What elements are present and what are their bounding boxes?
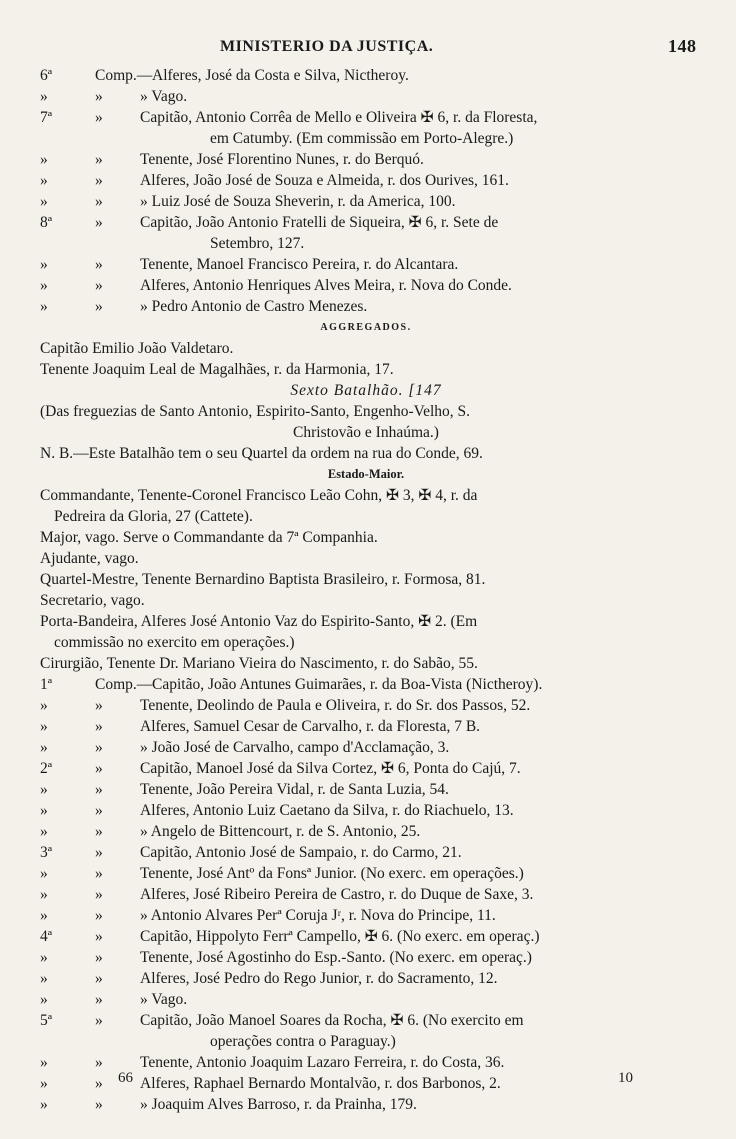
officer-entry: Tenente, João Pereira Vidal, r. de Santa Luzia, 54. — [140, 781, 449, 798]
text-line — [40, 737, 692, 758]
company-number: » — [40, 823, 48, 840]
officer-entry: Capitão, Hippolyto Ferrª Campello, ✠ 6. (No exerc. em operaç.) — [140, 928, 540, 945]
paragraph-line: Tenente Joaquim Leal de Magalhães, r. da Harmonia, 17. — [40, 361, 394, 378]
officer-entry: Tenente, José Agostinho do Esp.-Santo. (No exerc. em operaç.) — [140, 949, 532, 966]
ditto-mark: » — [95, 970, 103, 987]
continuation-text: operações contra o Paraguay.) — [210, 1033, 396, 1050]
battalion-title: Sexto Batalhão. [147 — [290, 382, 442, 399]
company-number: 2ª — [40, 760, 53, 777]
company-number: » — [40, 802, 48, 819]
company-number: » — [40, 949, 48, 966]
paragraph-line: Quartel-Mestre, Tenente Bernardino Baptista Brasileiro, r. Formosa, 81. — [40, 571, 486, 588]
text-line — [40, 821, 692, 842]
text-line — [40, 947, 692, 968]
paragraph-line: Ajudante, vago. — [40, 550, 139, 567]
text-line — [40, 758, 692, 779]
text-line — [40, 254, 692, 275]
company-number: » — [40, 970, 48, 987]
ditto-mark: » — [95, 718, 103, 735]
ditto-mark: » — [95, 109, 103, 126]
officer-entry: Tenente, Manoel Francisco Pereira, r. do Alcantara. — [140, 256, 459, 273]
text-line — [40, 653, 692, 674]
text-line — [40, 1052, 692, 1073]
text-line — [40, 1094, 692, 1115]
paragraph-line: (Das freguezias de Santo Antonio, Espirito-Santo, Engenho-Velho, S. — [40, 403, 471, 420]
officer-entry: Alferes, José Ribeiro Pereira de Castro, r. do Duque de Saxe, 3. — [140, 886, 534, 903]
text-line — [40, 884, 692, 905]
officer-entry: Alferes, Antonio Henriques Alves Meira, r. Nova do Conde. — [140, 277, 512, 294]
ditto-mark: » — [95, 1012, 103, 1029]
text-line — [40, 485, 692, 506]
text-line — [40, 611, 692, 632]
ditto-mark: » — [95, 949, 103, 966]
paragraph-line: Capitão Emilio João Valdetaro. — [40, 340, 234, 357]
company-number: » — [40, 865, 48, 882]
ditto-mark: » — [95, 760, 103, 777]
text-line — [40, 863, 692, 884]
company-number: 1ª — [40, 676, 53, 693]
ditto-mark: » — [95, 739, 103, 756]
officer-entry: Alferes, Samuel Cesar de Carvalho, r. da Floresta, 7 B. — [140, 718, 481, 735]
paragraph-line: Secretario, vago. — [40, 592, 145, 609]
company-number: 4ª — [40, 928, 53, 945]
officer-entry: Tenente, Deolindo de Paula e Oliveira, r. do Sr. dos Passos, 52. — [140, 697, 531, 714]
ditto-mark: » — [95, 697, 103, 714]
company-number: » — [40, 1096, 48, 1113]
officer-entry: Capitão, João Manoel Soares da Rocha, ✠ 6. (No exercito em — [140, 1012, 524, 1029]
text-line — [40, 842, 692, 863]
ditto-mark: » — [95, 298, 103, 315]
ditto-mark: » — [95, 88, 103, 105]
company-number: 8ª — [40, 214, 53, 231]
text-line — [40, 317, 692, 338]
text-line — [40, 275, 692, 296]
text-line — [40, 1010, 692, 1031]
ditto-mark: » — [95, 214, 103, 231]
officer-entry: » Vago. — [140, 88, 188, 105]
ditto-mark: » — [95, 277, 103, 294]
text-line — [40, 86, 692, 107]
paragraph-line: Porta-Bandeira, Alferes José Antonio Vaz do Espirito-Santo, ✠ 2. (Em — [40, 613, 478, 630]
company-number: » — [40, 739, 48, 756]
continuation-text: commissão no exercito em operações.) — [54, 634, 295, 651]
text-line — [40, 632, 692, 653]
officer-entry: Alferes, Raphael Bernardo Montalvão, r. dos Barbonos, 2. — [140, 1075, 501, 1092]
text-line — [40, 422, 692, 443]
text-line — [40, 989, 692, 1010]
text-line — [40, 695, 692, 716]
company-number: 7ª — [40, 109, 53, 126]
text-line — [40, 149, 692, 170]
officer-entry: Tenente, José Antº da Fonsª Junior. (No exerc. em operações.) — [140, 865, 524, 882]
text-line — [40, 926, 692, 947]
company-number: » — [40, 886, 48, 903]
ditto-mark: » — [95, 802, 103, 819]
officer-entry: Alferes, Antonio Luiz Caetano da Silva, r. do Riachuelo, 13. — [140, 802, 514, 819]
continuation-text: em Catumby. (Em commissão em Porto-Alegre.) — [210, 130, 514, 147]
company-number: » — [40, 88, 48, 105]
officer-entry: » Antonio Alvares Perª Coruja Jʳ, r. Nova do Principe, 11. — [140, 907, 496, 924]
text-line — [40, 359, 692, 380]
section-heading: AGGREGADOS. — [320, 322, 412, 333]
company-number: » — [40, 151, 48, 168]
text-line — [40, 107, 692, 128]
ditto-mark: » — [95, 844, 103, 861]
text-line — [40, 65, 692, 86]
officer-entry: Capitão, Antonio Corrêa de Mello e Oliveira ✠ 6, r. da Floresta, — [140, 109, 538, 126]
footer-signature-left: 66 — [118, 1070, 133, 1086]
text-line — [40, 569, 692, 590]
ditto-mark: » — [95, 991, 103, 1008]
officer-entry: Tenente, José Florentino Nunes, r. do Berquó. — [140, 151, 424, 168]
text-line — [40, 905, 692, 926]
text-line — [40, 443, 692, 464]
paragraph-line: Cirurgião, Tenente Dr. Mariano Vieira do Nascimento, r. do Sabão, 55. — [40, 655, 478, 672]
text-line — [40, 233, 692, 254]
page-title: MINISTERIO DA JUSTIÇA. — [220, 38, 434, 55]
text-line — [40, 590, 692, 611]
continuation-text: Setembro, 127. — [210, 235, 305, 252]
text-line — [40, 800, 692, 821]
text-line — [40, 506, 692, 527]
text-line — [40, 128, 692, 149]
text-line — [40, 296, 692, 317]
paragraph-line: Commandante, Tenente-Coronel Francisco Leão Cohn, ✠ 3, ✠ 4, r. da — [40, 487, 478, 504]
text-line — [40, 1031, 692, 1052]
company-number: » — [40, 991, 48, 1008]
officer-entry: » Luiz José de Souza Sheverin, r. da America, 100. — [140, 193, 456, 210]
officer-entry: Capitão, João Antunes Guimarães, r. da Boa-Vista (Nictheroy). — [152, 676, 543, 693]
company-number: » — [40, 907, 48, 924]
ditto-mark: » — [95, 193, 103, 210]
officer-entry: Alferes, José Pedro do Rego Junior, r. do Sacramento, 12. — [140, 970, 498, 987]
officer-entry: Capitão, João Antonio Fratelli de Siqueira, ✠ 6, r. Sete de — [140, 214, 499, 231]
text-line — [40, 716, 692, 737]
ditto-mark: » — [95, 1075, 103, 1092]
text-line — [40, 674, 692, 695]
officer-entry: » Pedro Antonio de Castro Menezes. — [140, 298, 368, 315]
company-number: » — [40, 781, 48, 798]
ditto-mark: » — [95, 886, 103, 903]
text-line — [40, 212, 692, 233]
continuation-text: Pedreira da Gloria, 27 (Cattete). — [54, 508, 253, 525]
ditto-mark: » — [95, 865, 103, 882]
officer-entry: Alferes, José da Costa e Silva, Nictheroy. — [152, 67, 409, 84]
ditto-mark: » — [95, 823, 103, 840]
ditto-mark: Comp.— — [95, 676, 153, 693]
ditto-mark: » — [95, 172, 103, 189]
company-number: » — [40, 172, 48, 189]
text-line — [40, 1073, 692, 1094]
centered-text: Christovão e Inhaúma.) — [293, 424, 439, 441]
paragraph-line: N. B.—Este Batalhão tem o seu Quartel da ordem na rua do Conde, 69. — [40, 445, 483, 462]
officer-entry: Capitão, Manoel José da Silva Cortez, ✠ 6, Ponta do Cajú, 7. — [140, 760, 521, 777]
paragraph-line: Major, vago. Serve o Commandante da 7ª Companhia. — [40, 529, 378, 546]
section-heading: Estado-Maior. — [327, 467, 405, 481]
officer-entry: » Vago. — [140, 991, 188, 1008]
company-number: » — [40, 1054, 48, 1071]
company-number: 3ª — [40, 844, 53, 861]
ditto-mark: » — [95, 907, 103, 924]
officer-entry: Alferes, João José de Souza e Almeida, r. dos Ourives, 161. — [140, 172, 509, 189]
text-line — [40, 191, 692, 212]
footer-signature-right: 10 — [618, 1070, 633, 1086]
text-line — [40, 401, 692, 422]
ditto-mark: » — [95, 1054, 103, 1071]
company-number: » — [40, 256, 48, 273]
text-line — [40, 548, 692, 569]
company-number: » — [40, 298, 48, 315]
page-number: 148 — [668, 36, 697, 56]
company-number: 5ª — [40, 1012, 53, 1029]
text-line — [40, 170, 692, 191]
ditto-mark: » — [95, 928, 103, 945]
text-line — [40, 968, 692, 989]
text-line — [40, 464, 692, 485]
officer-entry: » João José de Carvalho, campo d'Acclamação, 3. — [140, 739, 450, 756]
company-number: » — [40, 277, 48, 294]
running-header — [40, 36, 697, 57]
company-number: » — [40, 697, 48, 714]
officer-entry: » Angelo de Bittencourt, r. de S. Antonio, 25. — [140, 823, 421, 840]
company-number: » — [40, 718, 48, 735]
text-line — [40, 380, 692, 401]
ditto-mark: » — [95, 1096, 103, 1113]
ditto-mark: » — [95, 256, 103, 273]
company-number: 6ª — [40, 67, 53, 84]
officer-entry: » Joaquim Alves Barroso, r. da Prainha, 179. — [140, 1096, 417, 1113]
officer-entry: Capitão, Antonio José de Sampaio, r. do Carmo, 21. — [140, 844, 462, 861]
ditto-mark: » — [95, 781, 103, 798]
officer-entry: Tenente, Antonio Joaquim Lazaro Ferreira, r. do Costa, 36. — [140, 1054, 505, 1071]
company-number: » — [40, 193, 48, 210]
ditto-mark: » — [95, 151, 103, 168]
ditto-mark: Comp.— — [95, 67, 153, 84]
text-line — [40, 527, 692, 548]
text-line — [40, 338, 692, 359]
company-number: » — [40, 1075, 48, 1092]
text-line — [40, 779, 692, 800]
